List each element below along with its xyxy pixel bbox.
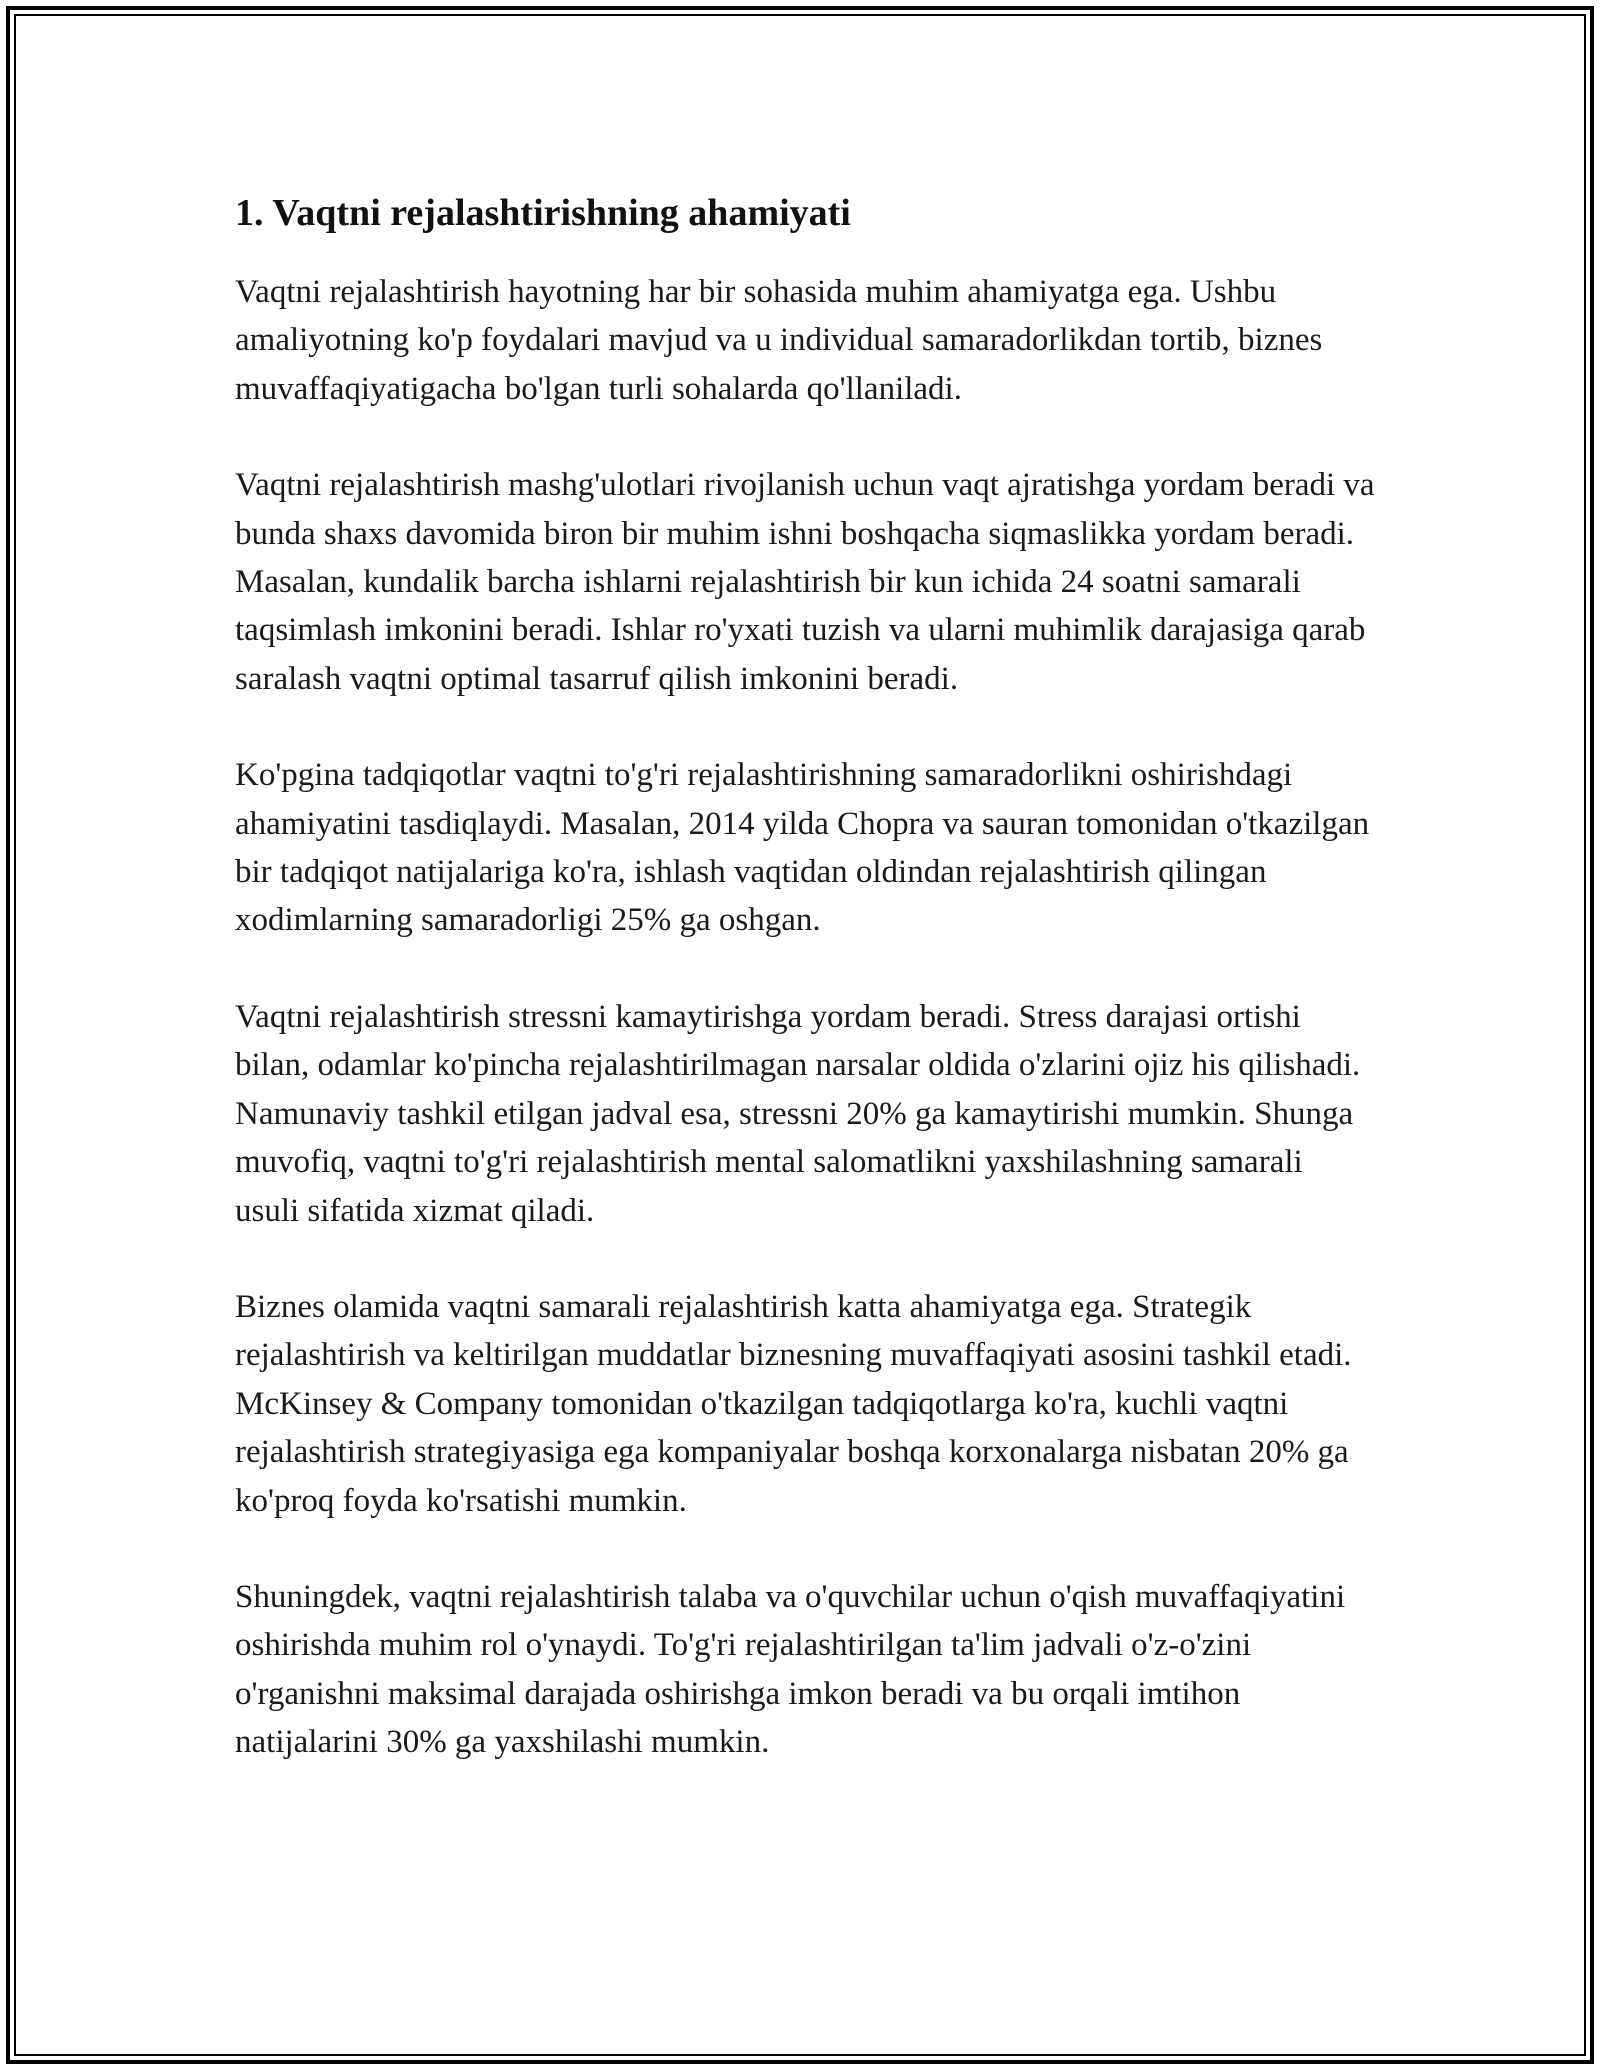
- paragraph-2: Vaqtni rejalashtirish mashg'ulotlari rivojlanish uchun vaqt ajratishga yordam beradi va bunda shaxs davomida biron bir muhim ishni boshqacha siqmaslikka yordam beradi. Masalan, kundalik barcha ishlarni rejalashtirish bir kun ichida 24 soatni samarali taqsimlash imkonini beradi. Ishlar ro'yxati tuzish va ularni muhimlik darajasiga qarab saralash vaqtni optimal tasarruf qilish imkonini beradi.: [235, 467, 1375, 697]
- document-body: [235, 180, 1375, 1815]
- paragraph-6: Shuningdek, vaqtni rejalashtirish talaba va o'quvchilar uchun o'qish muvaffaqiyatini oshirishda muhim rol o'ynaydi. To'g'ri rejalashtirilgan ta'lim jadvali o'z-o'zini o'rganishni maksimal darajada oshirishga imkon beradi va bu orqali imtihon natijalarini 30% ga yaxshilashi mumkin.: [235, 1578, 1346, 1761]
- paragraph-5: Biznes olamida vaqtni samarali rejalashtirish katta ahamiyatga ega. Strategik rejalashtirish va keltirilgan muddatlar biznesning muvaffaqiyati asosini tashkil etadi. McKinsey & Company tomonidan o'tkazilgan tadqiqotlarga ko'ra, kuchli vaqtni rejalashtirish strategiyasiga ega kompaniyalar boshqa korxonalarga nisbatan 20% ga ko'proq foyda ko'rsatishi mumkin.: [235, 1288, 1352, 1519]
- paragraph-3: Ko'pgina tadqiqotlar vaqtni to'g'ri rejalashtirishning samaradorlikni oshirishdagi ahamiyatini tasdiqlaydi. Masalan, 2014 yilda Chopra va sauran tomonidan o'tkazilgan bir tadqiqot natijalariga ko'ra, ishlash vaqtidan oldindan rejalashtirish qilingan xodimlarning samaradorligi 25% ga oshgan.: [235, 757, 1370, 939]
- paragraph-4: Vaqtni rejalashtirish stressni kamaytirishga yordam beradi. Stress darajasi ortishi bilan, odamlar ko'pincha rejalashtirilmagan narsalar oldida o'zlarini ojiz his qilishadi. Namunaviy tashkil etilgan jadval esa, stressni 20% ga kamaytirishi mumkin. Shunga muvofiq, vaqtni to'g'ri rejalashtirish mental salomatlikni yaxshilashning samarali usuli sifatida xizmat qiladi.: [235, 998, 1361, 1229]
- section-heading: 1. Vaqtni rejalashtirishning ahamiyati: [235, 192, 851, 234]
- paragraph-1: Vaqtni rejalashtirish hayotning har bir sohasida muhim ahamiyatga ega. Ushbu amaliyotning ko'p foydalari mavjud va u individual samaradorlikdan tortib, biznes muvaffaqiyatigacha bo'lgan turli sohalarda qo'llaniladi.: [235, 274, 1323, 407]
